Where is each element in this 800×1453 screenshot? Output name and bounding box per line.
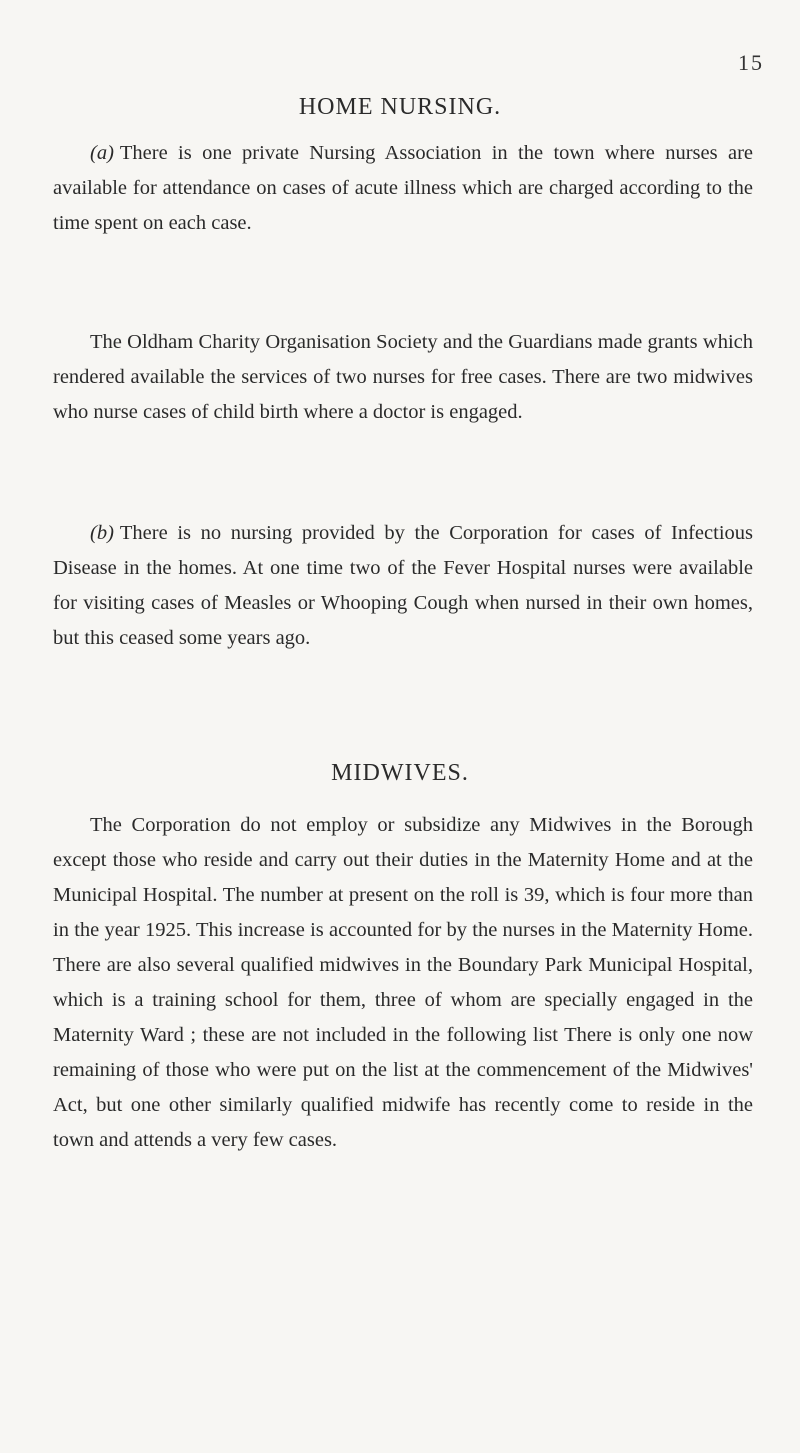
paragraph-marker-a: (a)	[90, 142, 114, 164]
page-number: 15	[738, 50, 764, 75]
paragraph-grants: The Oldham Charity Organisation Society and the Guardians made grants which rendered available the services of two nurses for free cases. There are two midwives who nurse cases of child birth where a doctor is engaged.	[53, 331, 753, 423]
paragraph-b	[53, 516, 753, 656]
paragraph-a-text: There is one private Nursing Association in the town where nurses are available for attendance on cases of acute illness which are charged according to the time spent on each case.	[53, 142, 753, 234]
paragraph-marker-b: (b)	[90, 522, 114, 544]
paragraph-a	[53, 136, 753, 241]
section-heading-midwives: MIDWIVES.	[331, 760, 469, 786]
paragraph-b-text: There is no nursing provided by the Corporation for cases of Infectious Disease in the homes. At one time two of the Fever Hospital nurses were available for visiting cases of Measles or Whooping Cough when nursed in their own homes, but this ceased some years ago.	[53, 522, 753, 649]
paragraph-midwives: The Corporation do not employ or subsidize any Midwives in the Borough except those who reside and carry out their duties in the Maternity Home and at the Municipal Hospital. The number at present on the roll is 39, which is four more than in the year 1925. This increase is accounted for by the nurses in the Maternity Home. There are also several qualified midwives in the Boundary Park Municipal Hospital, which is a training school for them, three of whom are specially engaged in the Maternity Ward ; these are not included in the following list There is only one now remaining of those who were put on the list at the commencement of the Midwives' Act, but one other similarly qualified midwife has recently come to reside in the town and attends a very few cases.	[53, 814, 753, 1151]
section-heading-home-nursing: HOME NURSING.	[298, 94, 502, 120]
